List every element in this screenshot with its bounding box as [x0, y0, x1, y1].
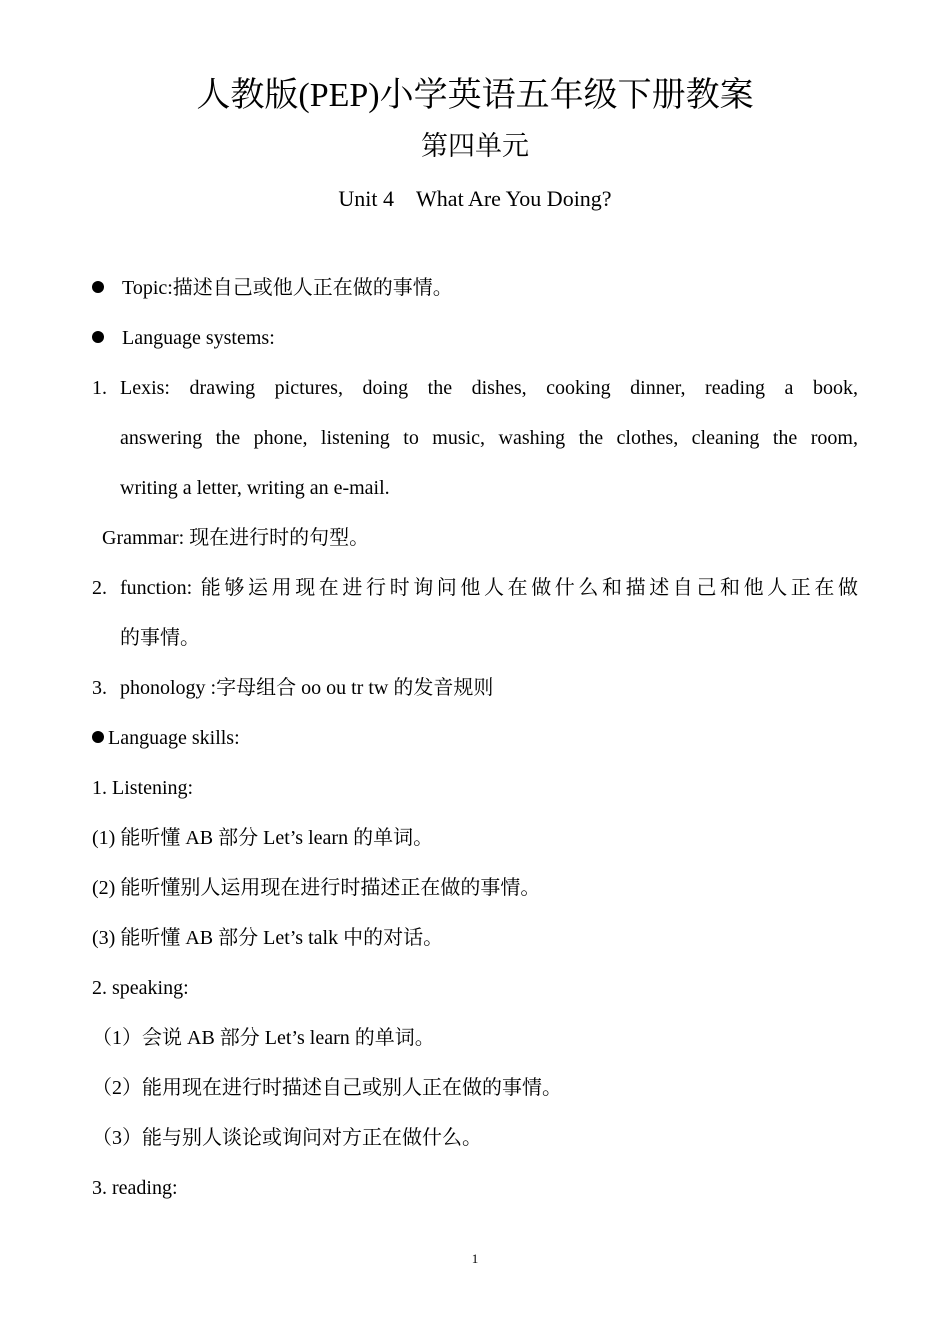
speaking-item-1: （1）会说 AB 部分 Let’s learn 的单词。	[92, 1027, 435, 1049]
lexis-line-1: Lexis: drawing pictures, doing the dishes, cooking dinner, reading a book,	[120, 377, 858, 399]
document-title: 人教版(PEP)小学英语五年级下册教案	[196, 77, 754, 114]
language-skills-line	[92, 724, 240, 752]
language-skills-heading: Language skills:	[108, 727, 240, 749]
page-number: 1	[471, 1251, 479, 1266]
function-line-1: function: 能够运用现在进行时询问他人在做什么和描述自己和他人正在做	[120, 577, 858, 599]
lexis-line-2: answering the phone, listening to music, washing the clothes, cleaning the room,	[120, 427, 858, 449]
phonology-number: 3.	[92, 677, 107, 699]
language-systems-heading: Language systems:	[122, 327, 275, 349]
function-number: 2.	[92, 577, 107, 599]
lexis-number: 1.	[92, 377, 107, 399]
bullet-icon	[92, 331, 104, 343]
bullet-icon	[92, 281, 104, 293]
grammar-line: Grammar: 现在进行时的句型。	[102, 527, 370, 549]
speaking-item-3: （3）能与别人谈论或询问对方正在做什么。	[92, 1127, 482, 1149]
bullet-icon	[92, 731, 104, 743]
function-line-2: 的事情。	[120, 627, 200, 649]
language-systems-line	[92, 324, 275, 352]
phonology-line: phonology :字母组合 oo ou tr tw 的发音规则	[120, 677, 494, 699]
listening-item-1: (1) 能听懂 AB 部分 Let’s learn 的单词。	[92, 827, 434, 849]
lexis-line-3: writing a letter, writing an e-mail.	[120, 477, 390, 499]
listening-item-2: (2) 能听懂别人运用现在进行时描述正在做的事情。	[92, 877, 541, 899]
reading-heading: 3. reading:	[92, 1177, 178, 1199]
topic-line	[92, 274, 453, 302]
speaking-item-2: （2）能用现在进行时描述自己或别人正在做的事情。	[92, 1077, 562, 1099]
listening-heading: 1. Listening:	[92, 777, 194, 799]
unit-chinese-title: 第四单元	[421, 131, 529, 161]
speaking-heading: 2. speaking:	[92, 977, 189, 999]
listening-item-3: (3) 能听懂 AB 部分 Let’s talk 中的对话。	[92, 927, 444, 949]
topic-text: Topic:描述自己或他人正在做的事情。	[122, 277, 453, 299]
unit-english-title: Unit 4 What Are You Doing?	[338, 186, 612, 211]
